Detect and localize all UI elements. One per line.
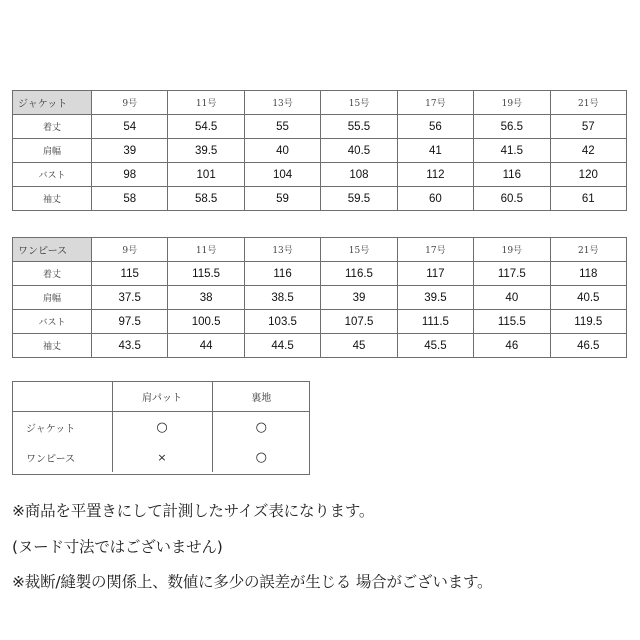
size-header: 11号 bbox=[168, 238, 244, 262]
row-label: 肩幅 bbox=[13, 139, 92, 163]
table-cell: 115.5 bbox=[474, 310, 550, 334]
table-row bbox=[12, 442, 310, 472]
table-row bbox=[13, 139, 627, 163]
row-label: 着丈 bbox=[13, 115, 92, 139]
table-cell: 60.5 bbox=[474, 187, 550, 211]
table-cell: 101 bbox=[168, 163, 244, 187]
row-label: 袖丈 bbox=[13, 187, 92, 211]
table-cell: 60 bbox=[397, 187, 473, 211]
table-cell: 111.5 bbox=[397, 310, 473, 334]
table-cell: 58 bbox=[92, 187, 168, 211]
row-label: ワンピース bbox=[12, 442, 112, 472]
table-cell: 38 bbox=[168, 286, 244, 310]
jacket-header-row bbox=[13, 91, 627, 115]
table-cell: 39 bbox=[321, 286, 397, 310]
feature-corner bbox=[12, 381, 112, 412]
table-cell: 39 bbox=[92, 139, 168, 163]
table-cell: 42 bbox=[550, 139, 626, 163]
cross-mark: × bbox=[112, 442, 212, 472]
row-label: バスト bbox=[13, 310, 92, 334]
table-cell: 38.5 bbox=[244, 286, 320, 310]
note-tolerance: ※裁断/縫製の関係上、数値に多少の誤差が生じる 場合がございます。 bbox=[12, 573, 493, 591]
table-cell: 107.5 bbox=[321, 310, 397, 334]
table-cell: 59 bbox=[244, 187, 320, 211]
size-header: 17号 bbox=[397, 238, 473, 262]
size-header: 21号 bbox=[550, 91, 626, 115]
table-cell: 54 bbox=[92, 115, 168, 139]
row-label: 着丈 bbox=[13, 262, 92, 286]
table-row bbox=[13, 286, 627, 310]
table-cell: 55.5 bbox=[321, 115, 397, 139]
table-cell: 58.5 bbox=[168, 187, 244, 211]
table-cell: 112 bbox=[397, 163, 473, 187]
table-cell: 43.5 bbox=[92, 334, 168, 358]
onepiece-size-table bbox=[12, 237, 627, 358]
table-row bbox=[13, 310, 627, 334]
table-cell: 40 bbox=[244, 139, 320, 163]
size-header: 9号 bbox=[92, 238, 168, 262]
table-row bbox=[13, 262, 627, 286]
table-cell: 61 bbox=[550, 187, 626, 211]
table-cell: 39.5 bbox=[168, 139, 244, 163]
table-cell: 115 bbox=[92, 262, 168, 286]
table-cell: 115.5 bbox=[168, 262, 244, 286]
table-cell: 46 bbox=[474, 334, 550, 358]
table-row bbox=[12, 412, 310, 443]
jacket-size-table bbox=[12, 90, 627, 211]
note-measurement: ※商品を平置きにして計測したサイズ表になります。 bbox=[12, 502, 375, 520]
table-cell: 56 bbox=[397, 115, 473, 139]
size-header: 19号 bbox=[474, 91, 550, 115]
table-cell: 116 bbox=[244, 262, 320, 286]
size-header: 19号 bbox=[474, 238, 550, 262]
table-cell: 54.5 bbox=[168, 115, 244, 139]
table-cell: 116 bbox=[474, 163, 550, 187]
table-cell: 41.5 bbox=[474, 139, 550, 163]
onepiece-header-row bbox=[13, 238, 627, 262]
feature-header-row bbox=[12, 381, 310, 412]
table-row bbox=[13, 163, 627, 187]
size-header: 15号 bbox=[321, 91, 397, 115]
table-cell: 117 bbox=[397, 262, 473, 286]
table-cell: 55 bbox=[244, 115, 320, 139]
size-header: 13号 bbox=[244, 91, 320, 115]
table-cell: 59.5 bbox=[321, 187, 397, 211]
table-cell: 119.5 bbox=[550, 310, 626, 334]
circle-mark: ○ bbox=[255, 449, 267, 465]
size-header: 15号 bbox=[321, 238, 397, 262]
table-cell: 103.5 bbox=[244, 310, 320, 334]
table-cell: 97.5 bbox=[92, 310, 168, 334]
table-cell: 39.5 bbox=[397, 286, 473, 310]
table-row bbox=[13, 115, 627, 139]
feature-header: 肩パット bbox=[112, 381, 212, 412]
table-cell: 118 bbox=[550, 262, 626, 286]
table-cell: 44.5 bbox=[244, 334, 320, 358]
row-label: 袖丈 bbox=[13, 334, 92, 358]
note-not-nude-size: (ヌード寸法ではございません) bbox=[12, 538, 223, 556]
table-cell: 116.5 bbox=[321, 262, 397, 286]
table-row bbox=[13, 187, 627, 211]
size-header: 17号 bbox=[397, 91, 473, 115]
size-header: 9号 bbox=[92, 91, 168, 115]
table-cell: 46.5 bbox=[550, 334, 626, 358]
jacket-corner-label: ジャケット bbox=[13, 91, 92, 115]
table-cell: 45.5 bbox=[397, 334, 473, 358]
size-header: 21号 bbox=[550, 238, 626, 262]
table-cell: 41 bbox=[397, 139, 473, 163]
table-cell: 56.5 bbox=[474, 115, 550, 139]
table-cell: 45 bbox=[321, 334, 397, 358]
table-cell: 37.5 bbox=[92, 286, 168, 310]
onepiece-corner-label: ワンピース bbox=[13, 238, 92, 262]
table-cell: 44 bbox=[168, 334, 244, 358]
table-cell: 104 bbox=[244, 163, 320, 187]
table-cell: 40 bbox=[474, 286, 550, 310]
row-label: ジャケット bbox=[12, 412, 112, 443]
table-cell: 100.5 bbox=[168, 310, 244, 334]
table-cell: 57 bbox=[550, 115, 626, 139]
row-label: バスト bbox=[13, 163, 92, 187]
table-cell: 108 bbox=[321, 163, 397, 187]
feature-table bbox=[12, 381, 310, 472]
table-cell: 120 bbox=[550, 163, 626, 187]
circle-mark: ○ bbox=[112, 412, 212, 443]
table-cell: 98 bbox=[92, 163, 168, 187]
size-header: 13号 bbox=[244, 238, 320, 262]
table-cell: 117.5 bbox=[474, 262, 550, 286]
circle-mark: ○ bbox=[255, 419, 267, 435]
feature-header: 裏地 bbox=[212, 381, 310, 412]
table-row bbox=[13, 334, 627, 358]
table-cell: 40.5 bbox=[550, 286, 626, 310]
table-cell: 40.5 bbox=[321, 139, 397, 163]
size-header: 11号 bbox=[168, 91, 244, 115]
row-label: 肩幅 bbox=[13, 286, 92, 310]
